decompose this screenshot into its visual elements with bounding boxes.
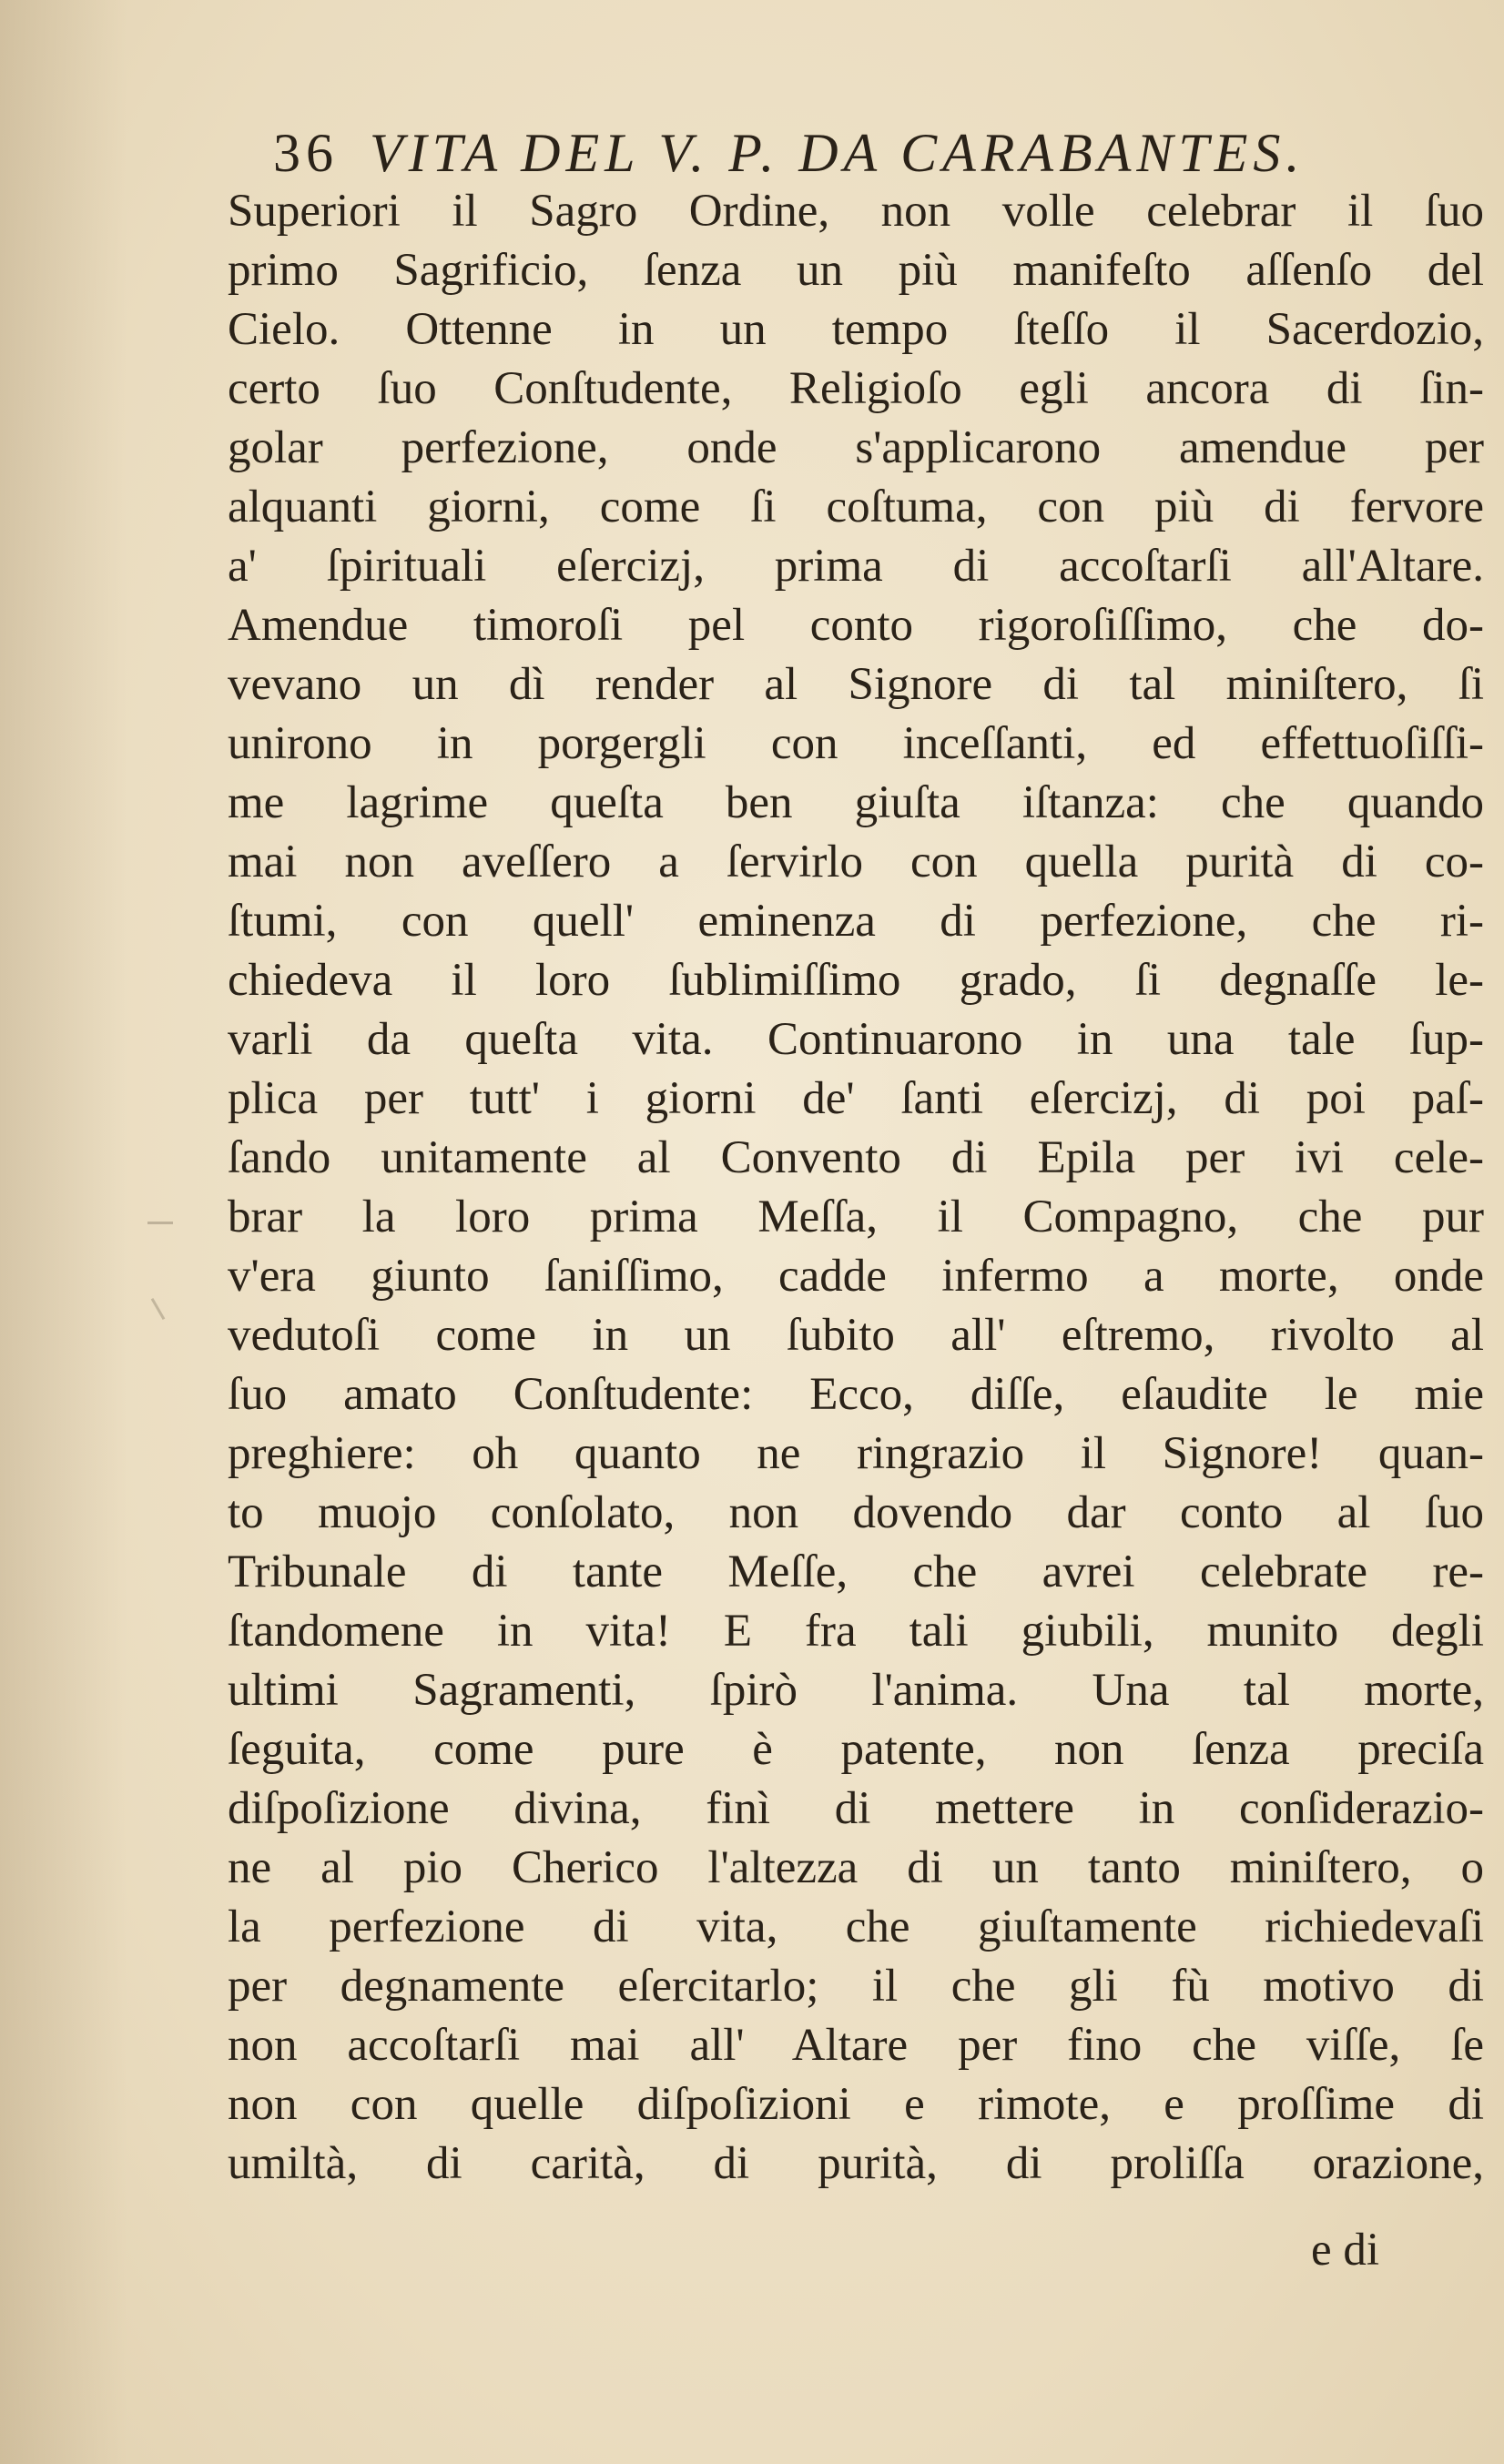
running-head	[273, 117, 1457, 189]
text-line: Superiori il Sagro Ordine, non volle celebrar il ſuo	[228, 186, 1484, 237]
text-line: certo ſuo Conſtudente, Religioſo egli ancora di ſin-	[228, 363, 1484, 414]
text-line: a' ſpirituali eſercizj, prima di accoſtarſi all'Altare.	[228, 541, 1484, 592]
text-line: chiedeva il loro ſublimiſſimo grado, ſi degnaſſe le-	[228, 955, 1484, 1006]
text-line: ne al pio Cherico l'altezza di un tanto miniſtero, o	[228, 1842, 1484, 1893]
text-line: la perfezione di vita, che giuſtamente richiedevaſi	[228, 1901, 1484, 1952]
text-line: vevano un dì render al Signore di tal miniſtero, ſi	[228, 659, 1484, 710]
text-line: vedutoſi come in un ſubito all' eſtremo, rivolto al	[228, 1310, 1484, 1361]
page-number: 36	[273, 123, 339, 183]
text-line: ſando unitamente al Convento di Epila per ivi cele-	[228, 1132, 1484, 1183]
text-line: unirono in porgergli con inceſſanti, ed effettuoſiſſi-	[228, 718, 1484, 769]
margin-dash-mark	[147, 1222, 173, 1224]
text-line: non con quelle diſpoſizioni e rimote, e proſſime di	[228, 2079, 1484, 2130]
text-line: per degnamente eſercitarlo; il che gli fù motivo di	[228, 1961, 1484, 2012]
text-line: me lagrime queſta ben giuſta iſtanza: che quando	[228, 777, 1484, 828]
running-title: VITA DEL V. P. DA CARABANTES.	[370, 123, 1306, 183]
text-line: Tribunale di tante Meſſe, che avrei celebrate re-	[228, 1546, 1484, 1597]
text-line: ſtumi, con quell' eminenza di perfezione, che ri-	[228, 896, 1484, 947]
text-line: varli da queſta vita. Continuarono in una tale ſup-	[228, 1014, 1484, 1065]
text-line: preghiere: oh quanto ne ringrazio il Signore! quan-	[228, 1428, 1484, 1479]
text-line: umiltà, di carità, di purità, di proliſſa orazione,	[228, 2138, 1484, 2189]
text-line: primo Sagrificio, ſenza un più manifeſto aſſenſo del	[228, 245, 1484, 296]
text-line: v'era giunto ſaniſſimo, cadde infermo a morte, onde	[228, 1251, 1484, 1302]
text-line: brar la loro prima Meſſa, il Compagno, che pur	[228, 1191, 1484, 1242]
text-line: to muojo conſolato, non dovendo dar conto al ſuo	[228, 1487, 1484, 1538]
text-line: diſpoſizione divina, finì di mettere in conſiderazio-	[228, 1783, 1484, 1834]
body-text	[228, 182, 1484, 2194]
text-line: golar perfezione, onde s'applicarono amendue per	[228, 422, 1484, 473]
text-line: Amendue timoroſi pel conto rigoroſiſſimo, che do-	[228, 600, 1484, 651]
text-line: ſtandomene in vita! E fra tali giubili, munito degli	[228, 1606, 1484, 1657]
catchword: e di	[1311, 2225, 1380, 2276]
text-line: plica per tutt' i giorni de' ſanti eſercizj, di poi paſ-	[228, 1073, 1484, 1124]
text-line: ſuo amato Conſtudente: Ecco, diſſe, eſaudite le mie	[228, 1369, 1484, 1420]
text-line: mai non aveſſero a ſervirlo con quella purità di co-	[228, 837, 1484, 887]
text-line: ſeguita, come pure è patente, non ſenza preciſa	[228, 1724, 1484, 1775]
text-line: non accoſtarſi mai all' Altare per fino che viſſe, ſe	[228, 2020, 1484, 2071]
text-line: alquanti giorni, come ſi coſtuma, con più di fervore	[228, 482, 1484, 532]
gutter-shadow	[0, 0, 127, 2464]
text-line: ultimi Sagramenti, ſpirò l'anima. Una tal morte,	[228, 1665, 1484, 1716]
margin-tick-mark	[151, 1298, 166, 1320]
text-line: Cielo. Ottenne in un tempo ſteſſo il Sacerdozio,	[228, 304, 1484, 355]
